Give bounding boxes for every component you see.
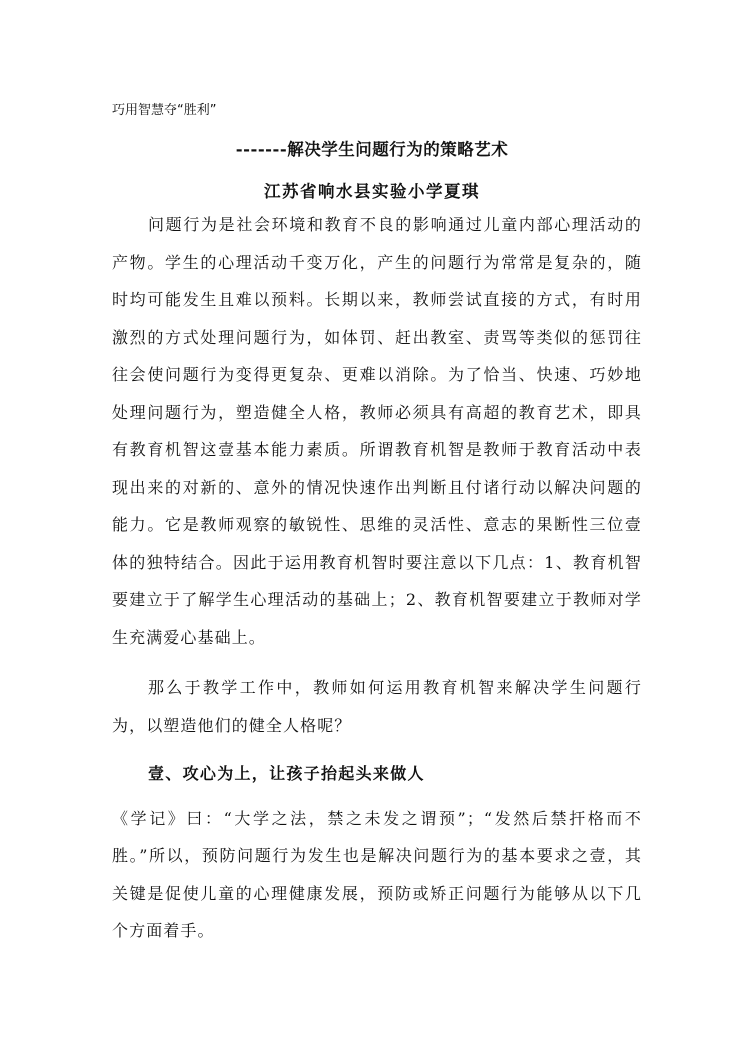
paragraph-question: 那么于教学工作中，教师如何运用教育机智来解决学生问题行为，以塑造他们的健全人格呢？ xyxy=(112,678,642,735)
top-title: 巧用智慧夺“胜利” xyxy=(112,103,217,118)
document-body xyxy=(112,206,642,950)
subtitle: -------解决学生问题行为的策略艺术 xyxy=(235,140,509,159)
author-line: 江苏省响水县实验小学夏琪 xyxy=(264,182,480,201)
paragraph-intro: 问题行为是社会环境和教育不良的影响通过儿童内部心理活动的产物。学生的心理活动千变万化，产生的问题行为常常是复杂的，随时均可能发生且难以预料。长期以来，教师尝试直接的方式，有时用激烈的方式处理问题行为，如体罚、赶出教室、责骂等类似的惩罚往往会使问题行为变得更复杂、更难以消除。为了恰当、快速、巧妙地处理问题行为，塑造健全人格，教师必须具有高超的教育艺术，即具有教育机智这壹基本能力素质。所谓教育机智是教师于教育活动中表现出来的对新的、意外的情况快速作出判断且付诸行动以解决问题的能力。它是教师观察的敏锐性、思维的灵活性、意志的果断性三位壹体的独特结合。因此于运用教育机智时要注意以下几点：1、教育机智要建立于了解学生心理活动的基础上；2、教育机智要建立于教师对学生充满爱心基础上。 xyxy=(112,215,642,647)
section-heading: 壹、攻心为上，让孩子抬起头来做人 xyxy=(148,764,425,783)
paragraph-section-1: 《学记》曰：“大学之法，禁之未发之谓预”；“发然后禁扞格而不胜。”所以，预防问题行为发生也是解决问题行为的基本要求之壹，其关键是促使儿童的心理健康发展，预防或矫正问题行为能够从以下几个方面着手。 xyxy=(112,808,642,940)
